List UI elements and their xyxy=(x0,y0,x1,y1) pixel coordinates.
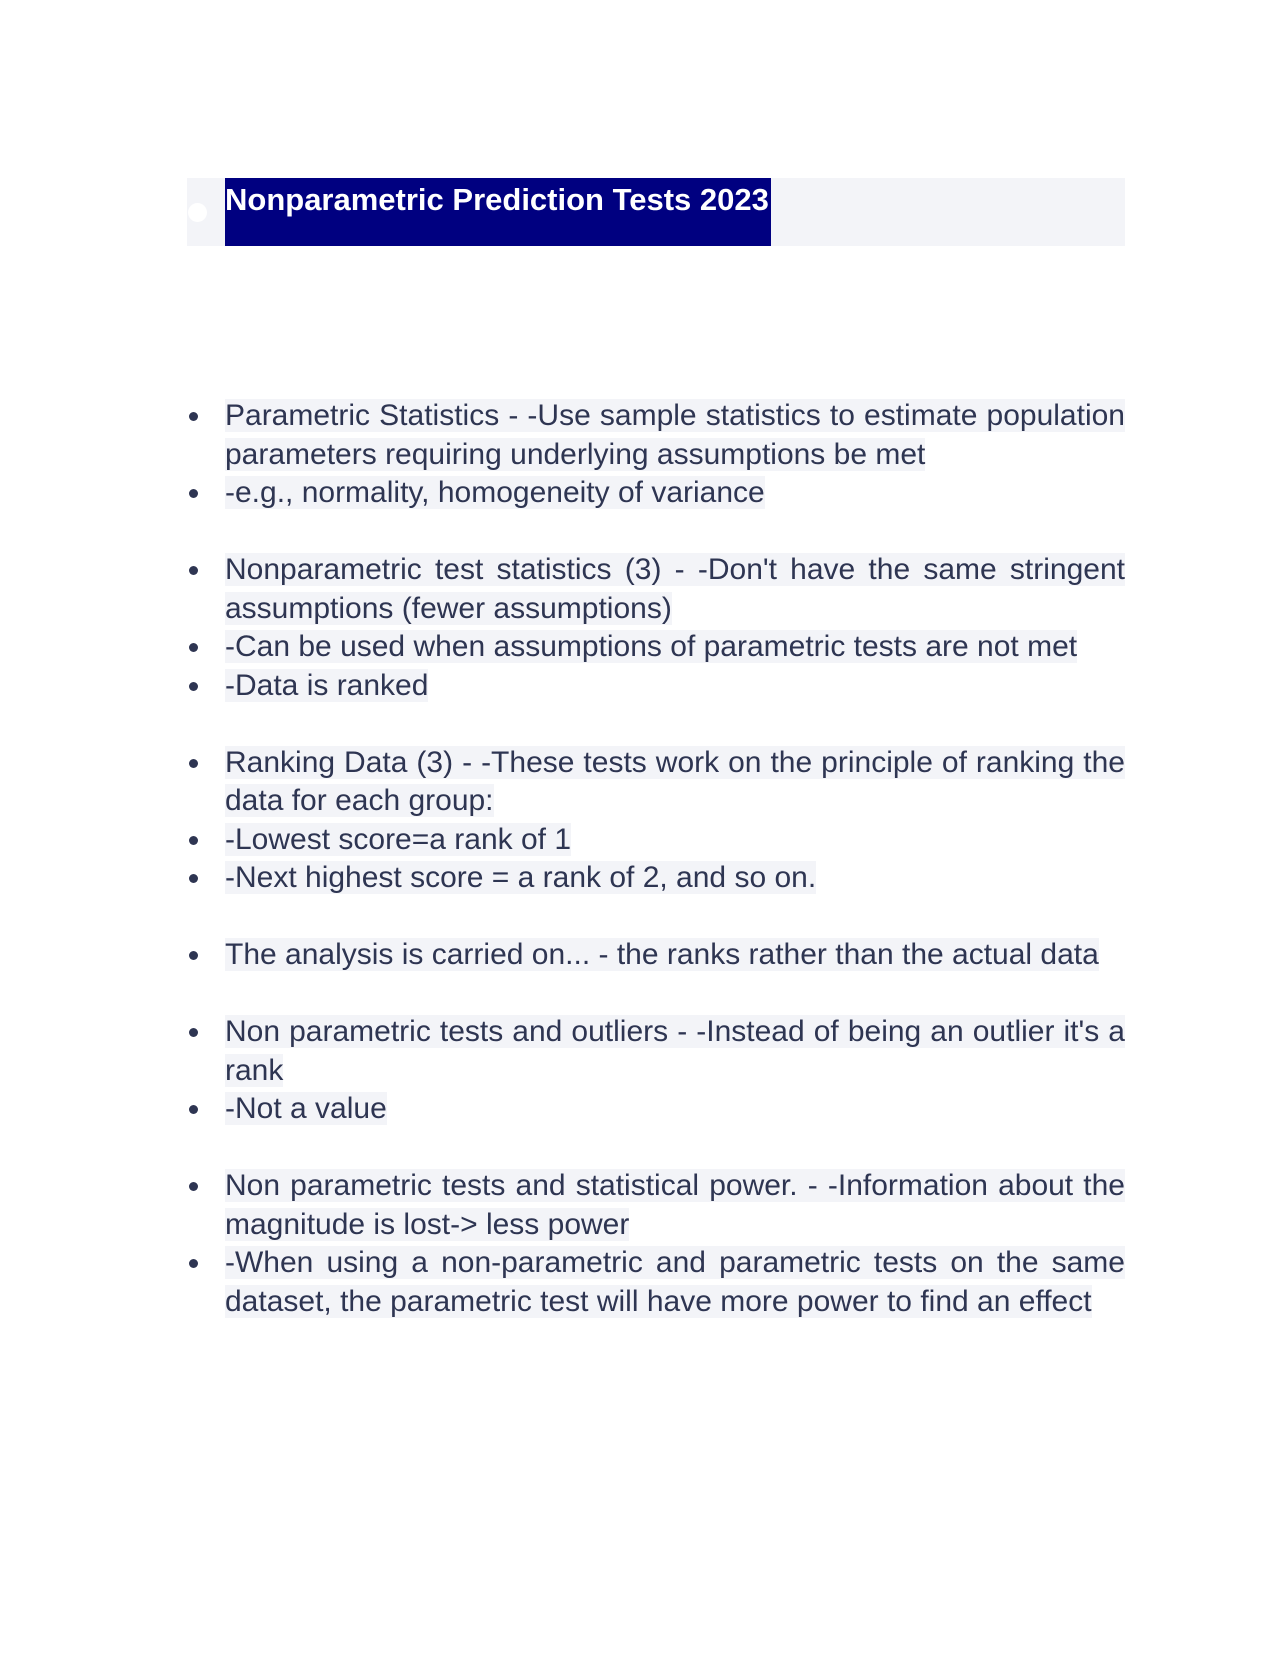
list-item: -e.g., normality, homogeneity of variance xyxy=(225,474,1125,513)
list-item: -Lowest score=a rank of 1 xyxy=(225,821,1125,860)
list-item: Non parametric tests and statistical power. - -Information about the magnitude is lost-> less power xyxy=(225,1167,1125,1244)
list-item: Parametric Statistics - -Use sample statistics to estimate population parameters requiring underlying assumptions be met xyxy=(225,397,1125,474)
list-item: Nonparametric test statistics (3) - -Don't have the same stringent assumptions (fewer assumptions) xyxy=(225,551,1125,628)
list-item: The analysis is carried on... - the ranks rather than the actual data xyxy=(225,936,1125,975)
title-bullet-icon xyxy=(188,203,207,222)
bullet-list xyxy=(225,397,1125,1321)
list-item: Non parametric tests and outliers - -Instead of being an outlier it's a rank xyxy=(225,1013,1125,1090)
list-item: Ranking Data (3) - -These tests work on the principle of ranking the data for each group: xyxy=(225,744,1125,821)
list-item: -Not a value xyxy=(225,1090,1125,1129)
list-item: -Can be used when assumptions of parametric tests are not met xyxy=(225,628,1125,667)
document-title: Nonparametric Prediction Tests 2023 xyxy=(225,178,771,246)
list-item: -Data is ranked xyxy=(225,667,1125,706)
list-item: -When using a non-parametric and parametric tests on the same dataset, the parametric test will have more power to find an effect xyxy=(225,1244,1125,1321)
list-item: -Next highest score = a rank of 2, and so on. xyxy=(225,859,1125,898)
